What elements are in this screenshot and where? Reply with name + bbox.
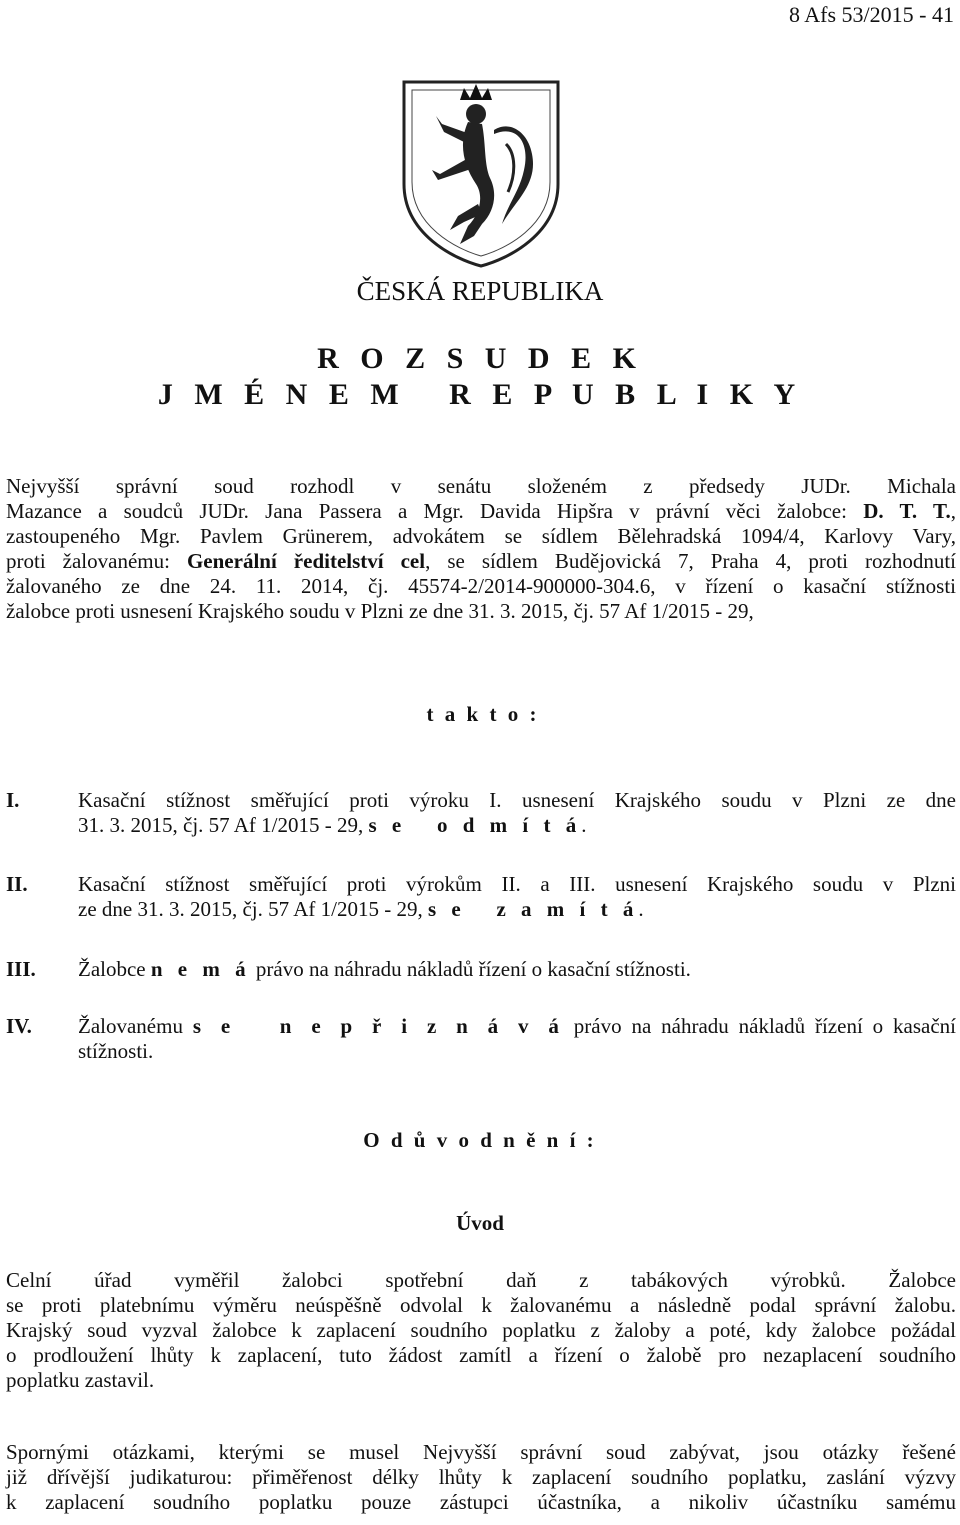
item-text: Žalovanému (78, 1014, 193, 1038)
item-decision: s e n e p ř i z n á v á (192, 1014, 564, 1038)
intro-paragraph (6, 474, 956, 624)
paragraph-line: Spornými otázkami, kterými se musel Nejvyšší správní soud zabývat, jsou otázky řešené (6, 1440, 956, 1464)
item-line: Kasační stížnost směřující proti výrokům II. a III. usnesení Krajského soudu v Plzni (78, 872, 956, 896)
item-numeral: III. (6, 957, 36, 981)
intro-line: Nejvyšší správní soud rozhodl v senátu složeném z předsedy JUDr. Michala (6, 474, 956, 498)
paragraph-line: Celní úřad vyměřil žalobci spotřební daň z tabákových výrobků. Žalobce (6, 1268, 956, 1292)
takto-heading: t a k t o : (426, 702, 540, 726)
intro-text: proti žalovanému: (6, 549, 187, 573)
item-text: právo na náhradu nákladů řízení o kasační (563, 1014, 956, 1038)
item-numeral: I. (6, 788, 20, 812)
verdict-item (78, 957, 956, 982)
verdict-item (78, 1014, 956, 1064)
item-line: Kasační stížnost směřující proti výroku I. usnesení Krajského soudu v Plzni ze dne (78, 788, 956, 812)
item-text: právo na náhradu nákladů řízení o kasační stížnosti. (250, 957, 691, 981)
intro-line (6, 549, 956, 574)
paragraph-line: se proti platebnímu výměru neúspěšně odvolal k žalovanému a následně podal správní žalobu. (6, 1293, 956, 1317)
in-name-title: J M É N E M R E P U B L I K Y (157, 378, 803, 411)
item-line (78, 1014, 956, 1039)
item-numeral: II. (6, 872, 28, 896)
verdict-item (78, 872, 956, 922)
reasoning-heading: O d ů v o d n ě n í : (363, 1128, 597, 1152)
paragraph-2 (6, 1440, 956, 1515)
item-decision: s e o d m í t á (368, 813, 582, 837)
item-decision: s e z a m í t á (427, 897, 639, 921)
intro-text: , se sídlem Budějovická 7, Praha 4, proti rozhodnutí (425, 549, 956, 573)
defendant-name: Generální ředitelství cel (186, 549, 426, 573)
intro-text: , (950, 499, 956, 523)
verdict-item (78, 788, 956, 838)
item-line: ze dne 31. 3. 2015, čj. 57 Af 1/2015 - 29, (78, 897, 428, 921)
intro-line: žalovaného ze dne 24. 11. 2014, čj. 45574-2/2014-900000-304.6, v řízení o kasační stížnosti (6, 574, 956, 598)
paragraph-line: již dřívější judikaturou: přiměřenost délky lhůty k zaplacení soudního poplatku, zaslání výzvy (6, 1465, 956, 1489)
paragraph-line: k zaplacení soudního poplatku pouze zástupci účastníka, a nikoliv účastníku samému (6, 1490, 956, 1514)
czech-coat-of-arms-icon (398, 74, 564, 270)
plaintiff-name: D. T. T. (863, 499, 951, 523)
intro-line (6, 499, 956, 524)
item-text: Žalobce (78, 957, 151, 981)
paragraph-line: o prodloužení lhůty k zaplacení, tuto žádost zamítl a řízení o žalobě pro nezaplacení soudního (6, 1343, 956, 1367)
item-line: stížnosti. (78, 1039, 154, 1063)
country-title: ČESKÁ REPUBLIKA (356, 276, 604, 306)
item-end: . (638, 897, 644, 921)
case-reference: 8 Afs 53/2015 - 41 (789, 2, 954, 27)
paragraph-line: poplatku zastavil. (6, 1368, 155, 1392)
item-decision: n e m á (150, 957, 251, 981)
item-end: . (581, 813, 587, 837)
paragraph-1 (6, 1268, 956, 1393)
paragraph-line: Krajský soud vyzval žalobce k zaplacení soudního poplatku z žaloby a poté, kdy žalobce požádal (6, 1318, 956, 1342)
verdict-title: R O Z S U D E K (317, 342, 643, 375)
section-heading: Úvod (456, 1211, 504, 1235)
intro-text: Mazance a soudců JUDr. Jana Passera a Mgr. Davida Hipšra v právní věci žalobce: (6, 499, 864, 523)
item-numeral: IV. (6, 1014, 32, 1038)
intro-line: žalobce proti usnesení Krajského soudu v Plzni ze dne 31. 3. 2015, čj. 57 Af 1/2015 - 29, (6, 599, 754, 623)
intro-line: zastoupeného Mgr. Pavlem Grünerem, advokátem se sídlem Bělehradská 1094/4, Karlovy Vary, (6, 524, 956, 548)
item-line: 31. 3. 2015, čj. 57 Af 1/2015 - 29, (78, 813, 369, 837)
